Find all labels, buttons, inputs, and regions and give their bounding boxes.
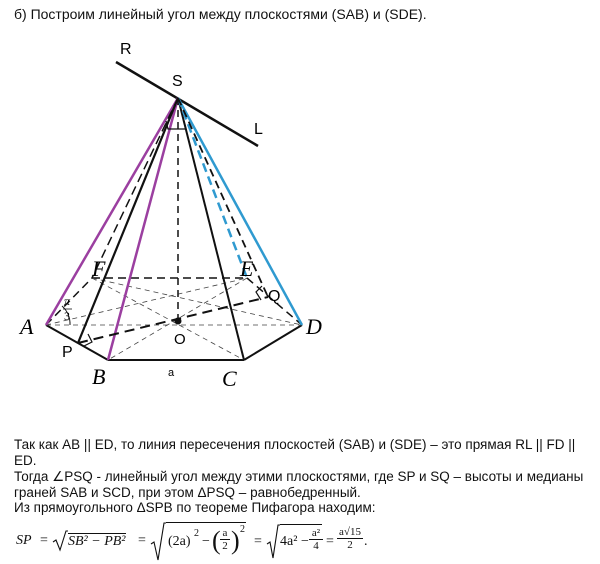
formula-eq-1: = [40,533,48,548]
frac-a2-den: 4 [313,540,319,552]
edge-sd [178,98,302,325]
label-c: C [222,366,237,391]
exp-2: 2 [240,524,245,535]
radical-3-sign [266,524,280,560]
label-e: E [240,256,254,281]
paren-close: ) [231,526,240,555]
angle-den: 3 [64,309,70,323]
right-angle-p [84,334,92,346]
diag-fc [92,278,244,360]
explanation-line-1: Так как AB || ED, то линия пересечения плоскостей (SAB) и (SDE) – это прямая RL || FD || ED. [14,437,576,468]
term-4a2: 4a² [280,534,298,549]
label-l: L [254,121,263,138]
explanation-line-2: Тогда ∠PSQ - линейный угол между этими плоскостями, где SP и SQ – высоты и медианы [14,469,584,484]
edge-sc [178,98,244,360]
segment-pq [78,297,268,343]
paren-open: ( [212,526,221,555]
apothem-sp [78,98,178,343]
label-o: O [174,331,186,348]
minus-2: − [301,534,309,549]
formula-lhs: SP [16,533,32,548]
label-p: P [62,344,73,361]
exp-1: 2 [194,528,199,539]
label-q: Q [268,288,281,305]
label-b: B [92,364,106,389]
explanation-line-3: граней SAB и SCD, при этом ΔPSQ – равнобедренный. [14,485,361,500]
radical-2-sign [150,522,166,562]
term-2a: (2a) [168,534,191,549]
heading: б) Построим линейный угол между плоскостями (SAB) и (SDE). [14,6,427,22]
frac-a2-4 [309,527,323,552]
edge-sb [108,98,178,360]
radical-3-bar [280,524,322,525]
formula-eq-3: = [254,534,262,549]
radical-1-sign [52,530,68,552]
formula-eq-2: = [138,533,146,548]
radical-1-content: SB² − PB² [68,534,126,549]
edge-ab [46,325,108,360]
frac-a-den: 2 [222,540,228,552]
label-side-a: a [168,367,175,379]
result-den: 2 [347,539,353,551]
result-num: a√15 [339,526,361,538]
minus-1: − [202,534,210,549]
frac-a-2 [220,527,230,552]
pythagoras-intro: Из прямоугольного ΔSPB по теореме Пифагора находим: [14,500,376,515]
formula-end-dot: . [364,534,368,549]
edge-cd [244,325,302,360]
pyramid-figure [0,30,600,400]
point-o [175,318,182,325]
label-s: S [172,73,183,90]
frac-a-num: a [222,527,228,539]
label-d: D [306,314,322,339]
edge-se [178,98,247,278]
angle-pi: π [64,294,71,308]
formula-sp [16,522,376,562]
edge-sa [46,98,178,325]
frac-result [337,526,363,551]
frac-a2-num: a² [311,527,321,539]
diag-ae [46,278,247,325]
edge-sf [92,98,178,278]
label-a: A [20,314,34,339]
formula-eq-4: = [326,534,334,549]
label-r: R [120,41,132,58]
radical-2-bar [166,522,246,523]
explanation-paragraph [14,437,594,501]
label-f: F [92,256,106,281]
